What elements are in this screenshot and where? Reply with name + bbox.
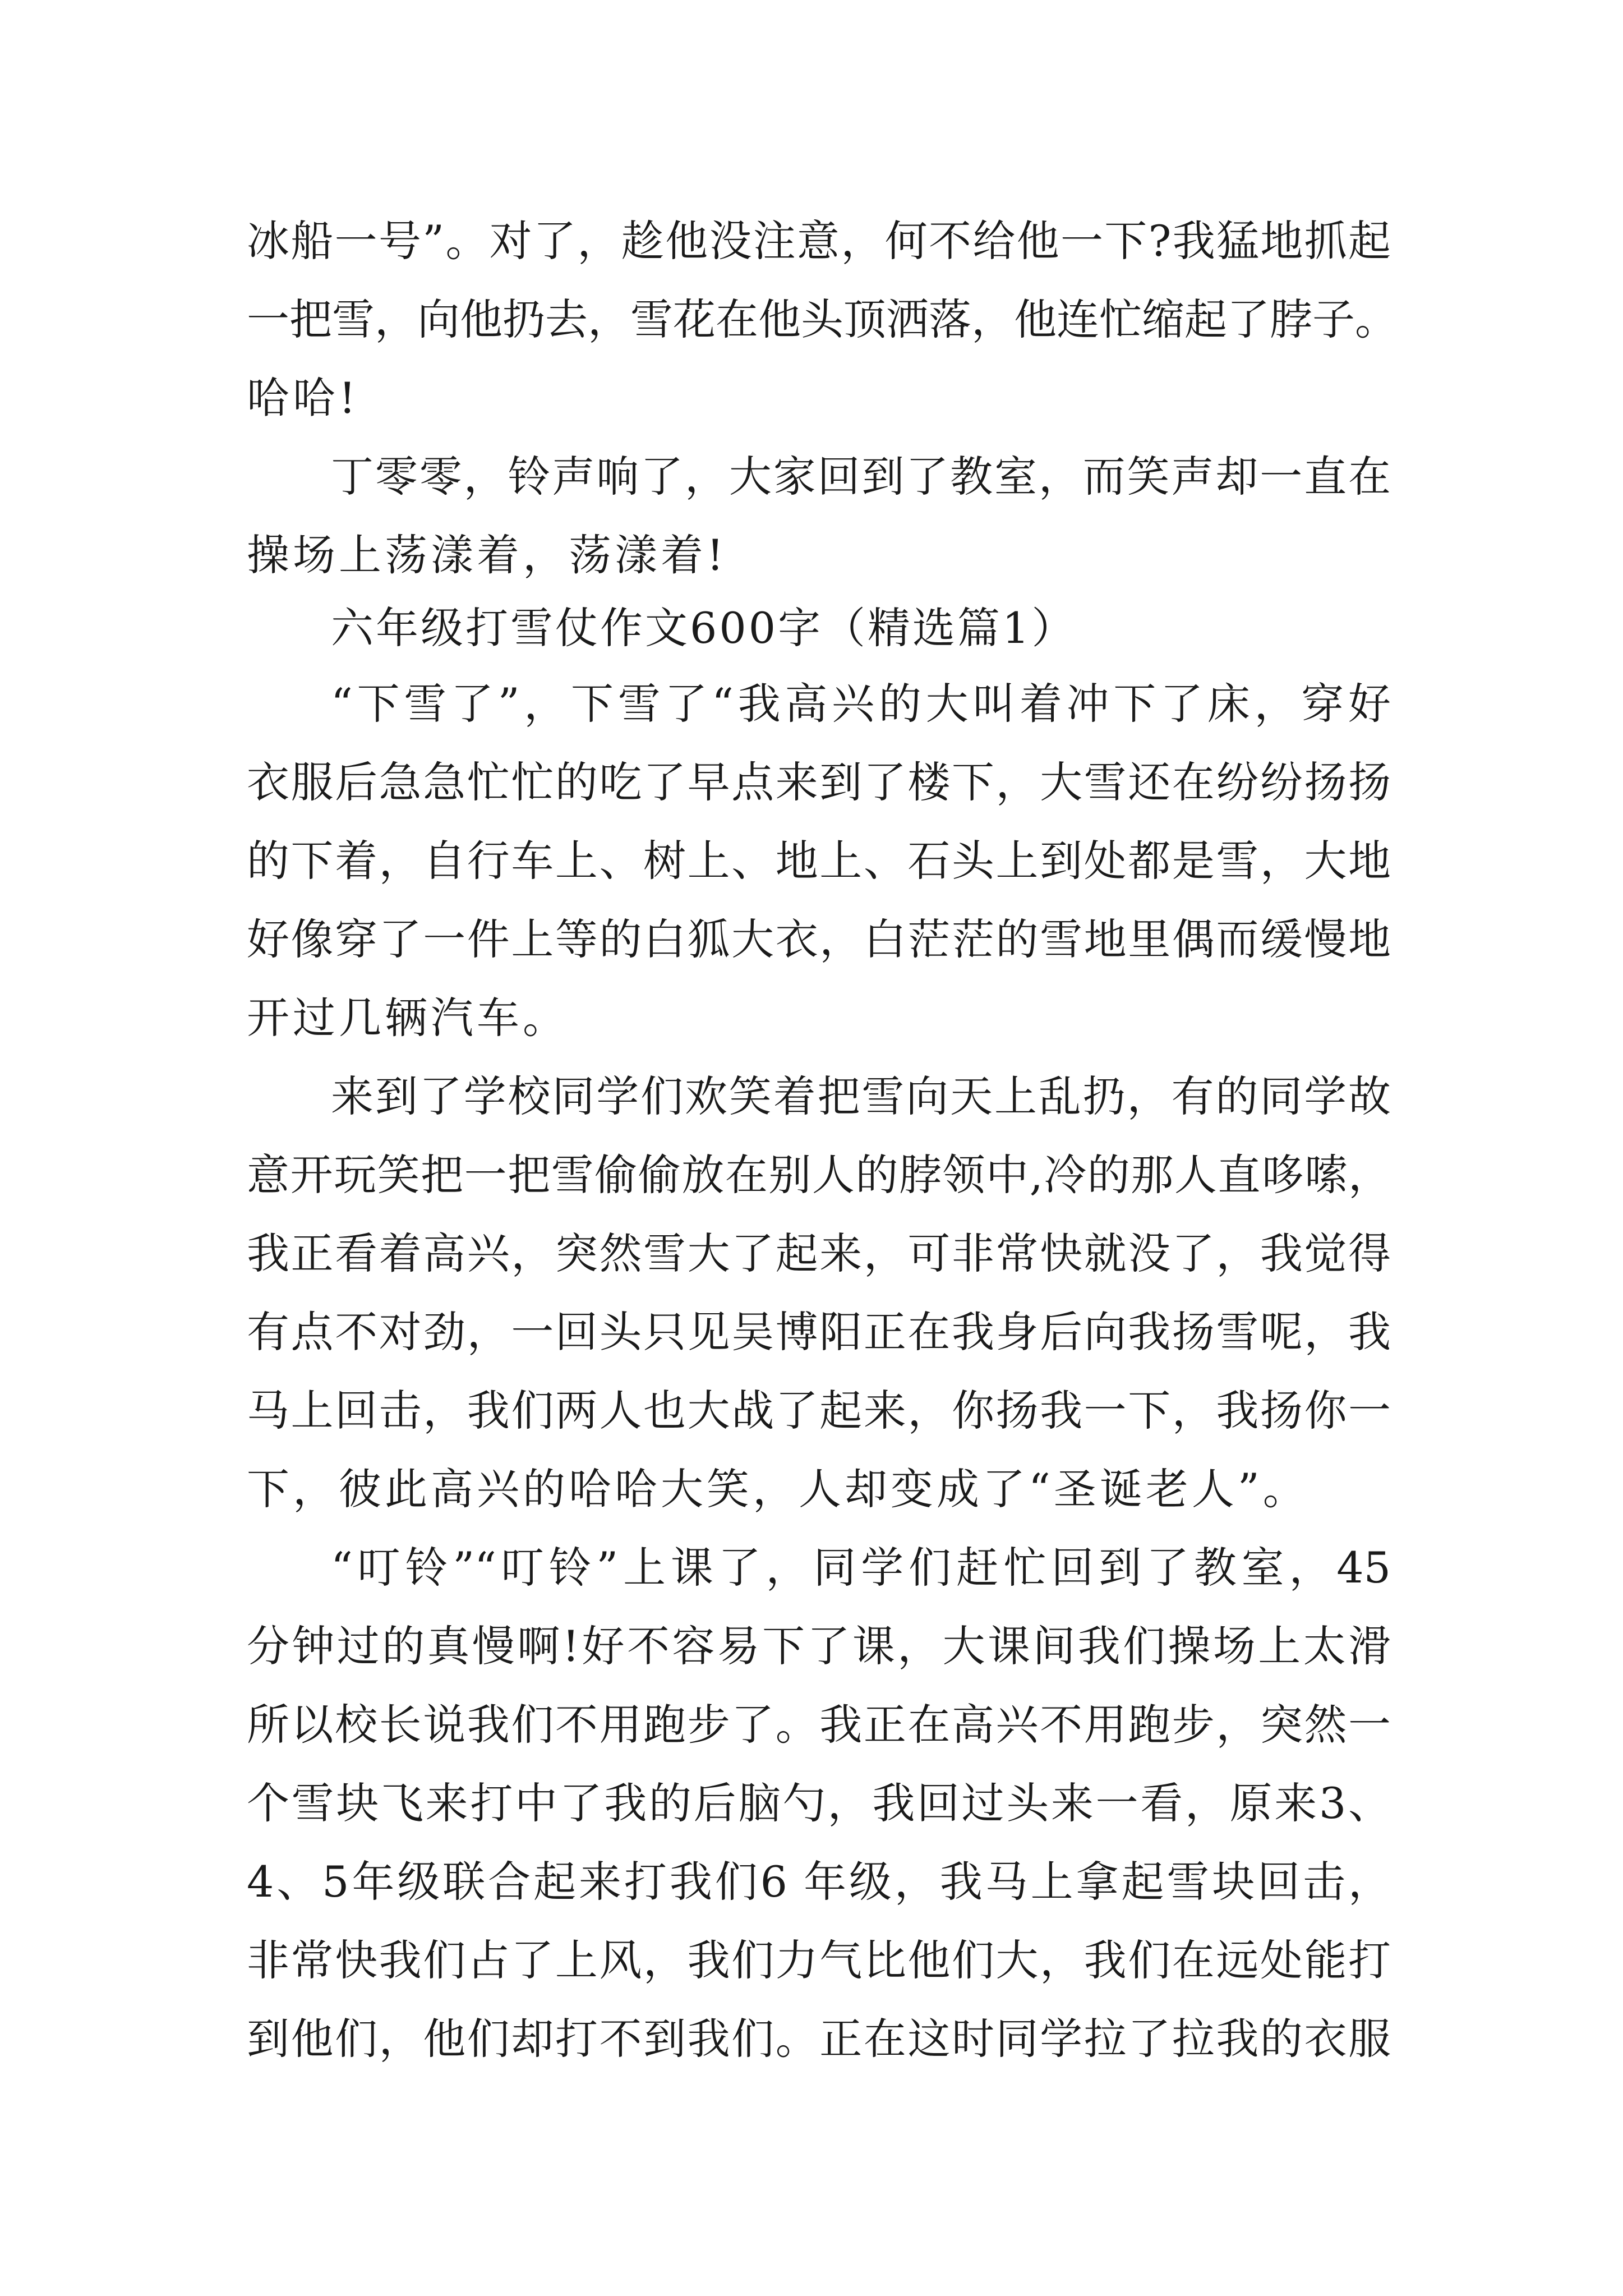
section-heading: 六年级打雪仗作文600字（精选篇1）: [331, 603, 1077, 653]
paragraph-line: 来到了学校同学们欢笑着把雪向天上乱扔，有的同学故: [331, 1071, 1391, 1121]
paragraph-line: 非常快我们占了上风，我们力气比他们大，我们在远处能打: [247, 1935, 1391, 1985]
paragraph-line: 衣服后急急忙忙的吃了早点来到了楼下，大雪还在纷纷扬扬: [247, 757, 1391, 807]
paragraph-line: 开过几辆汽车。: [247, 993, 569, 1043]
paragraph-line: 分钟过的真慢啊!好不容易下了课，大课间我们操场上太滑: [247, 1621, 1391, 1671]
paragraph-line: 个雪块飞来打中了我的后脑勺，我回过头来一看，原来3、: [247, 1778, 1391, 1828]
paragraph-line: 好像穿了一件上等的白狐大衣，白茫茫的雪地里偶而缓慢地: [247, 914, 1391, 964]
paragraph-line: 到他们，他们却打不到我们。正在这时同学拉了拉我的衣服: [247, 2014, 1391, 2064]
paragraph-line: 4、5年级联合起来打我们6 年级，我马上拿起雪块回击，: [247, 1857, 1391, 1907]
paragraph-line: 所以校长说我们不用跑步了。我正在高兴不用跑步，突然一: [247, 1700, 1391, 1750]
paragraph-line: 马上回击，我们两人也大战了起来，你扬我一下，我扬你一: [247, 1386, 1391, 1435]
paragraph-line: 哈哈!: [247, 373, 359, 423]
paragraph-line: “下雪了”，下雪了“我高兴的大叫着冲下了床，穿好: [331, 679, 1391, 729]
paragraph-line: 下，彼此高兴的哈哈大笑，人却变成了“圣诞老人”。: [247, 1464, 1309, 1514]
paragraph-line: 意开玩笑把一把雪偷偷放在别人的脖领中,冷的那人直哆嗦，: [247, 1150, 1391, 1200]
paragraph-line: 一把雪，向他扔去，雪花在他头顶洒落，他连忙缩起了脖子。: [247, 295, 1398, 344]
paragraph-line: 的下着，自行车上、树上、地上、石头上到处都是雪，大地: [247, 836, 1391, 886]
paragraph-line: 有点不对劲，一回头只见吴博阳正在我身后向我扬雪呢，我: [247, 1307, 1391, 1357]
paragraph-line: “叮铃”“叮铃”上课了，同学们赶忙回到了教室，45: [331, 1543, 1391, 1593]
paragraph-line: 丁零零，铃声响了，大家回到了教室，而笑声却一直在: [331, 452, 1391, 501]
paragraph-line: 冰船一号”。对了，趁他没注意，何不给他一下?我猛地抓起: [247, 216, 1391, 266]
paragraph-line: 操场上荡漾着，荡漾着!: [247, 530, 727, 580]
paragraph-line: 我正看着高兴，突然雪大了起来，可非常快就没了，我觉得: [247, 1228, 1391, 1278]
